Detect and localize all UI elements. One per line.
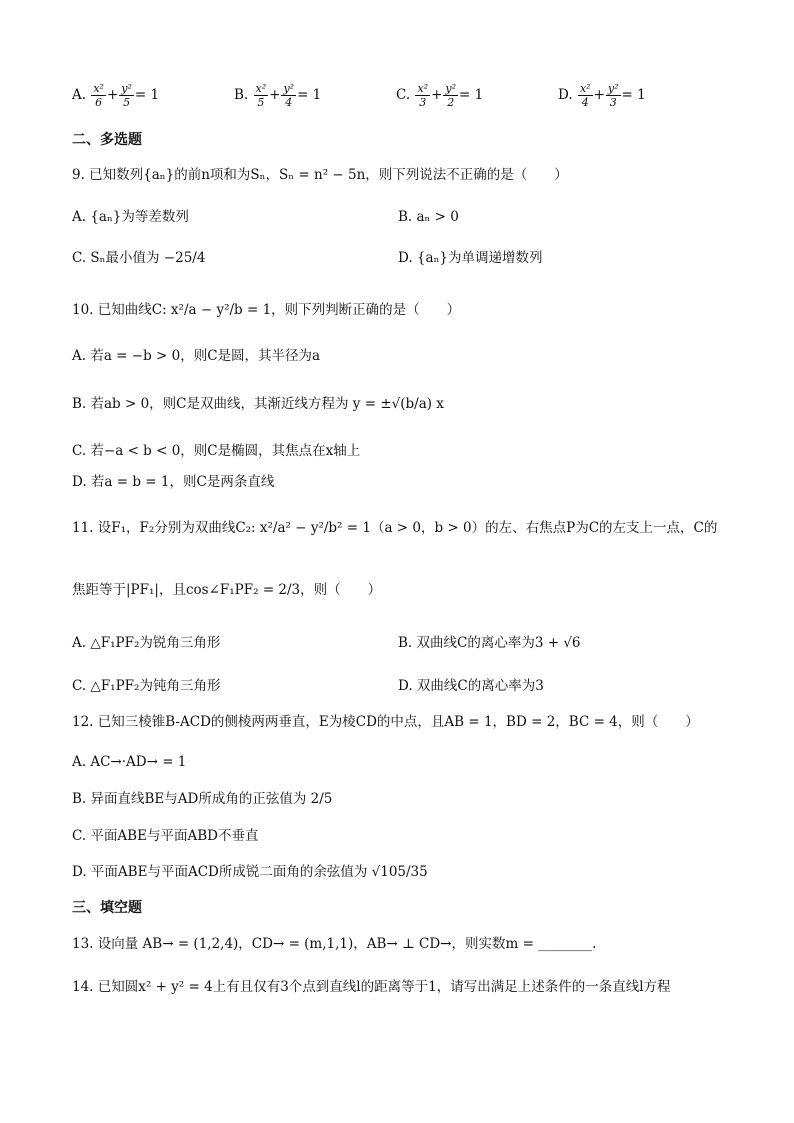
q11-option-d: D. 双曲线C的离心率为3: [398, 678, 544, 694]
option-label: B.: [234, 87, 249, 103]
q8-option-b: B. $\frac{\text{x²}}{5}$ + $\frac{\text{y²}}{4}$ = 1: [234, 82, 322, 109]
q9-option-d: D. {aₙ}为单调递增数列: [398, 250, 543, 266]
q8-option-c: C. $\frac{\text{x²}}{3}$ + $\frac{\text{y²}}{2}$ = 1: [396, 82, 484, 109]
q8-option-d: D. $\frac{\text{x²}}{4}$ + $\frac{\text{y²}}{3}$ = 1: [558, 82, 646, 109]
option-label: A.: [72, 87, 87, 103]
q10-stem: 10. 已知曲线C: x²/a − y²/b = 1，则下列判断正确的是（ ）: [72, 302, 461, 318]
q11-stem-line2: 焦距等于|PF₁|，且cos∠F₁PF₂ = 2/3，则（ ）: [72, 582, 382, 598]
q8-option-a: A. $\frac{\text{x²}}{6}$ + $\frac{\text{y²}}{5}$ = 1: [72, 82, 160, 109]
q12-option-a: A. AC→·AD→ = 1: [72, 754, 187, 770]
q10-option-c: C. 若−a < b < 0，则C是椭圆，其焦点在x轴上: [72, 443, 361, 459]
q11-option-b: B. 双曲线C的离心率为3 + √6: [398, 635, 581, 651]
q10-option-b: B. 若ab > 0，则C是双曲线，其渐近线方程为 y = ±√(b/a) x: [72, 396, 444, 412]
q9-stem: 9. 已知数列{aₙ}的前n项和为Sₙ，Sₙ = n² − 5n，则下列说法不正确的是（ ）: [72, 167, 568, 183]
q12-option-d: D. 平面ABE与平面ACD所成锐二面角的余弦值为 √105/35: [72, 864, 428, 880]
option-label: C.: [396, 87, 411, 103]
q12-option-c: C. 平面ABE与平面ABD不垂直: [72, 828, 259, 844]
q12-stem: 12. 已知三棱锥B-ACD的侧棱两两垂直，E为棱CD的中点，且AB = 1，BD = 2，BC = 4，则（ ）: [72, 714, 699, 730]
q10-option-a: A. 若a = −b > 0，则C是圆，其半径为a: [72, 348, 321, 364]
q9-option-b: B. aₙ > 0: [398, 209, 459, 225]
q14-stem: 14. 已知圆x² + y² = 4上有且仅有3个点到直线l的距离等于1，请写出满足上述条件的一条直线l方程: [72, 979, 671, 995]
q11-stem-line1: 11. 设F₁，F₂分别为双曲线C₂: x²/a² − y²/b² = 1（a > 0，b > 0）的左、右焦点P为C的左支上一点，C的: [72, 520, 718, 536]
q9-option-a: A. {aₙ}为等差数列: [72, 209, 189, 225]
q11-option-a: A. △F₁PF₂为锐角三角形: [72, 635, 221, 651]
q12-option-b: B. 异面直线BE与AD所成角的正弦值为 2/5: [72, 791, 333, 807]
option-label: D.: [558, 87, 573, 103]
q10-option-d: D. 若a = b = 1，则C是两条直线: [72, 474, 275, 490]
q13-stem: 13. 设向量 AB→ = (1,2,4)，CD→ = (m,1,1)，AB→ ⊥ CD→，则实数m = ________.: [72, 936, 597, 952]
section-title-multiple-choice: 二、多选题: [72, 132, 142, 148]
section-title-fill-in: 三、填空题: [72, 900, 142, 916]
q9-option-c: C. Sₙ最小值为 −25/4: [72, 250, 206, 266]
q11-option-c: C. △F₁PF₂为钝角三角形: [72, 678, 221, 694]
